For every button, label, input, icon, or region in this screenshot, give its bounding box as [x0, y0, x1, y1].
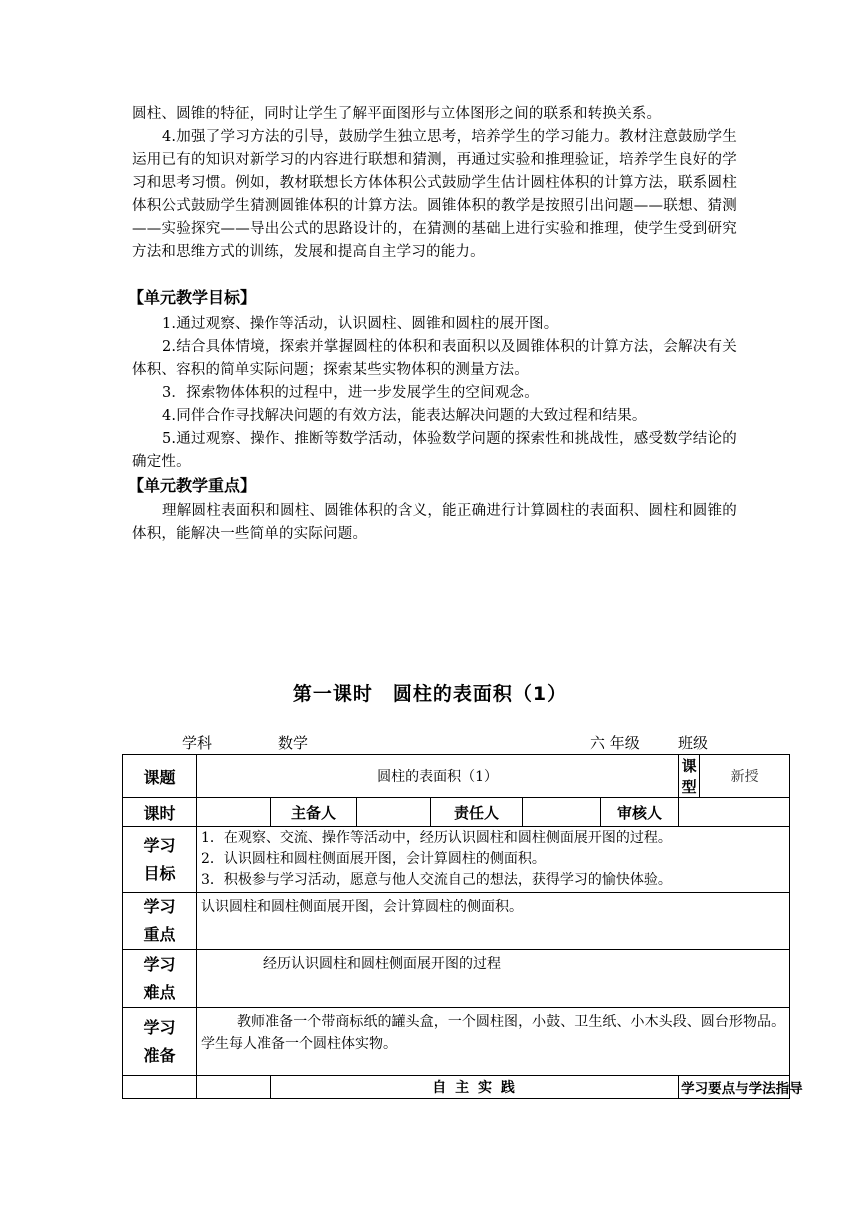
practice-blank: [123, 1076, 197, 1099]
focus-label: [123, 893, 197, 950]
prep-label-line: 学习: [143, 1017, 176, 1037]
unit-goal-item: 1.通过观察、操作等活动，认识圆柱、圆锥和圆柱的展开图。: [162, 316, 559, 332]
focus-content: 认识圆柱和圆柱侧面展开图，会计算圆柱的侧面积。: [197, 893, 790, 950]
focus-label-line: 学习: [143, 897, 176, 916]
unit-goal-item: 2.结合具体情境，探索并掌握圆柱的体积和表面积以及圆锥体积的计算方法，会解决有关体积、容积的简单实际问题；探索某些实物体积的测量方法。: [132, 339, 737, 378]
table-row: [123, 893, 790, 950]
table-row: [123, 1008, 790, 1076]
difficulty-label-line: 学习: [143, 954, 176, 974]
practice-blank: [197, 1076, 271, 1099]
difficulty-label-line: 难点: [143, 982, 176, 1002]
goal-item: 2．认识圆柱和圆柱侧面展开图，会计算圆柱的侧面积。: [201, 851, 546, 867]
unit-goals-heading: 【单元教学目标】: [128, 288, 257, 307]
difficulty-content: 经历认识圆柱和圆柱侧面展开图的过程: [197, 950, 790, 1008]
lesson-title: 第一课时 圆柱的表面积（1）: [292, 683, 568, 705]
type-label: 课型: [679, 755, 700, 798]
practice-header: 自 主 实 践: [271, 1076, 679, 1099]
intro-point-4: 4.加强了学习方法的引导，鼓励学生独立思考，培养学生的学习能力。教材注意鼓励学生运用已有的知识对新学习的内容进行联想和猜测，再通过实验和推理验证，培养学生良好的学习和思考习惯。例如，教材联想长方体体积公式鼓励学生估计圆柱体积的计算方法，联系圆柱体积公式鼓励学生猜测圆锥体积的计算方法。圆锥体积的教学是按照引出问题——联想、猜测——实验探究——导出公式的思路设计的，在猜测的基础上进行实验和推理，使学生受到研究方法和思维方式的训练，发展和提高自主学习的能力。: [132, 129, 737, 260]
goal-item: 1．在观察、交流、操作等活动中，经历认识圆柱和圆柱侧面展开图的过程。: [201, 830, 672, 846]
grade-text: 六 年级: [590, 734, 640, 752]
goals-label-line: 目标: [143, 863, 176, 883]
period-label: 课时: [123, 798, 197, 827]
table-row: [123, 950, 790, 1008]
unit-focus-text: 理解圆柱表面积和圆柱、圆锥体积的含义，能正确进行计算圆柱的表面积、圆柱和圆锥的体积，能解决一些简单的实际问题。: [132, 503, 737, 542]
goals-content: [197, 827, 790, 893]
prep-content: 教师准备一个带商标纸的罐头盒，一个圆柱图，小鼓、卫生纸、小木头段、圆台形物品。学生每人准备一个圆柱体实物。: [197, 1008, 790, 1076]
intro-line: 圆柱、圆锥的特征，同时让学生了解平面图形与立体图形之间的联系和转换关系。: [132, 106, 662, 122]
period-value: [197, 798, 271, 827]
reviewer-value: [679, 798, 790, 827]
table-row: [123, 798, 790, 827]
reviewer-label: 审核人: [601, 798, 679, 827]
type-value: 新授: [700, 755, 790, 798]
table-row: [123, 1076, 790, 1099]
unit-goal-item: 3．探索物体体积的过程中，进一步发展学生的空间观念。: [162, 385, 539, 401]
goal-item: 3．积极参与学习活动，愿意与他人交流自己的想法，获得学习的愉快体验。: [201, 872, 672, 888]
goals-label: [123, 827, 197, 893]
unit-goal-item: 4.同伴合作寻找解决问题的有效方法，能表达解决问题的大致过程和结果。: [162, 408, 647, 424]
subject-value: 数学: [278, 734, 309, 752]
unit-focus-heading: 【单元教学重点】: [128, 476, 257, 495]
difficulty-label: [123, 950, 197, 1008]
class-label: 班级: [678, 734, 709, 752]
table-row: [123, 755, 790, 798]
subject-label: 学科: [182, 734, 213, 752]
guide-header: 学习要点与学法指导: [679, 1076, 790, 1099]
table-row: [123, 827, 790, 893]
prep-label: [123, 1008, 197, 1076]
topic-value: 圆柱的表面积（1）: [197, 755, 679, 798]
responsible-label: 责任人: [431, 798, 523, 827]
focus-label-line: 重点: [143, 925, 176, 944]
prep-label-line: 准备: [143, 1045, 176, 1065]
responsible-value: [523, 798, 601, 827]
unit-goal-item: 5.通过观察、操作、推断等数学活动，体验数学问题的探索性和挑战性，感受数学结论的确定性。: [132, 431, 737, 470]
topic-label: 课题: [123, 755, 197, 798]
preparer-label: 主备人: [271, 798, 357, 827]
goals-label-line: 学习: [143, 835, 176, 855]
lesson-plan-table: [122, 754, 803, 1099]
preparer-value: [357, 798, 431, 827]
